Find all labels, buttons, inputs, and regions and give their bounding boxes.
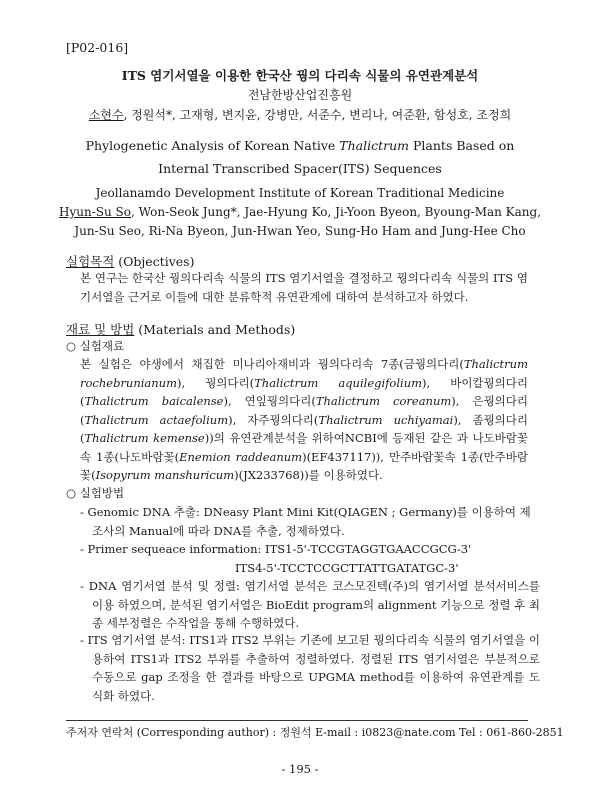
materials-text-segment: ), 자주꿩의다리( <box>228 412 319 427</box>
korean-institute: 전남한방산업진흥원 <box>247 88 353 102</box>
species-name: Thalictrum uchiyamai <box>318 412 454 427</box>
method-item-primer: - Primer sequeace information: ITS1-5'-TCCGTAGGTGAACCGCG-3' <box>80 542 472 556</box>
method-item-dna-extraction: - Genomic DNA 추출: DNeasy Plant Mini Kit(QIAGEN ; Germany)를 이용하여 제조사의 Manual에 따라 DNA를 추출, 정제하였다. <box>80 505 531 538</box>
method-item-primer-its4: ITS4-5'-TCCTCCGCTTATTGATATGC-3' <box>235 561 459 575</box>
methods-heading-en: (Materials and Methods) <box>134 322 296 337</box>
korean-presenter: 소현수 <box>88 108 124 122</box>
objectives-heading-en: (Objectives) <box>114 254 195 269</box>
methods-subheading: ○ 실험방법 <box>66 486 125 500</box>
english-institute: Jeollanamdo Development Institute of Korean Traditional Medicine <box>95 186 505 200</box>
footer-divider <box>66 720 528 721</box>
english-coauthors-1: , Won-Seok Jung*, Jae-Hyung Ko, Ji-Yoon Byeon, Byoung-Man Kang, <box>130 205 542 219</box>
materials-text-segment: )(JX233768))를 이용하였다. <box>234 468 383 482</box>
english-title-genus: Thalictrum <box>339 138 410 153</box>
species-name: Thalictrum rochebrunianum <box>80 357 528 390</box>
materials-text-segment: ), 좀꿩의다리( <box>80 412 529 445</box>
methods-heading-ko: 재료 및 방법 <box>66 322 135 337</box>
objectives-heading-ko: 실험목적 <box>66 254 115 269</box>
english-authors-line2: Jun-Su Seo, Ri-Na Byeon, Jun-Hwan Yeo, Sung-Ho Ham and Jung-Hee Cho <box>74 224 526 238</box>
species-name: Thalictrum aquilegifolium <box>254 375 423 390</box>
materials-text-segment: ), 바이칼꿩의다리( <box>80 375 528 408</box>
species-name: Isopyrum manshuricum <box>95 468 235 482</box>
materials-text-segment: ))의 유연관계분석을 위하여NCBI에 등재된 같은 과 나도바람꽃속 1종(나도바람꽃( <box>80 431 528 464</box>
species-name: Thalictrum actaefolium <box>84 412 229 427</box>
english-title-post: Plants Based on <box>409 138 515 153</box>
page-number: - 195 - <box>281 762 319 776</box>
abstract-code: [P02-016] <box>66 40 129 55</box>
materials-text-segment: ), 꿩의다리( <box>177 375 255 390</box>
materials-text-segment: ), 은꿩의다리( <box>80 394 529 427</box>
species-name: Thalictrum coreanum <box>315 394 452 408</box>
materials-text-segment: ), 연잎꿩의다리( <box>223 394 316 408</box>
korean-authors <box>0 106 600 123</box>
korean-coauthors: , 정원석*, 고재형, 변지윤, 강병만, 서준수, 변리나, 여준환, 함성호, 조정희 <box>123 108 512 122</box>
objectives-text: 본 연구는 한국산 꿩의다리속 식물의 ITS 염기서열을 결정하고 꿩의다리속 식물의 ITS 염기서열을 근거로 이들에 대한 분류학적 유연관계에 대하여 분석하고자 하였다. <box>80 271 528 304</box>
english-presenter: Hyun-Su So <box>58 205 131 219</box>
english-title-line2: Internal Transcribed Spacer(ITS) Sequences <box>158 161 442 176</box>
materials-text-segment: 본 실험은 야생에서 채집한 미나리아재비과 꿩의다리속 7종(금꿩의다리( <box>80 357 464 371</box>
methods-heading <box>66 320 295 338</box>
materials-text <box>80 355 528 485</box>
english-title-pre: Phylogenetic Analysis of Korean Native <box>85 138 340 153</box>
corresponding-author: 주저자 연락처 (Corresponding author) : 정원석 E-mail : i0823@nate.com Tel : 061-860-2851 <box>66 726 564 739</box>
method-item-alignment: - DNA 염기서열 분석 및 정렬: 염기서열 분석은 코스모진텍(주)의 염기서열 분석서비스를 이용 하였으며, 분석된 염기서열은 BioEdit program의 alignment 기능으로 정렬 후 최종 세부정렬은 수작업을 통해 수행하였다. <box>80 579 540 630</box>
species-name: Thalictrum kemense <box>84 431 205 445</box>
objectives-heading <box>66 252 194 270</box>
materials-subheading: ○ 실험재료 <box>66 339 125 353</box>
materials-text-segment: )(EF437117)), 만주바람꽃속 1종(만주바람꽃( <box>80 449 528 482</box>
method-item-its-analysis: - ITS 염기서열 분석: ITS1과 ITS2 부위는 기존에 보고된 꿩의다리속 식물의 염기서열을 이용하여 ITS1과 ITS2 부위를 추출하여 정렬하였다. 정렬된 ITS 염기서열은 부분적으로 수동으로 gap 조정을 한 결과를 바탕으로 UPGMA method를 이용하여 유연관계를 도식화 하였다. <box>80 633 540 703</box>
species-name: Thalictrum baicalense <box>84 394 224 408</box>
korean-title: ITS 염기서열을 이용한 한국산 꿩의 다리속 식물의 유연관계분석 <box>121 68 479 83</box>
species-name: Enemion raddeanum <box>179 449 303 464</box>
english-authors-line1 <box>0 205 600 219</box>
english-title-line1 <box>0 138 600 153</box>
